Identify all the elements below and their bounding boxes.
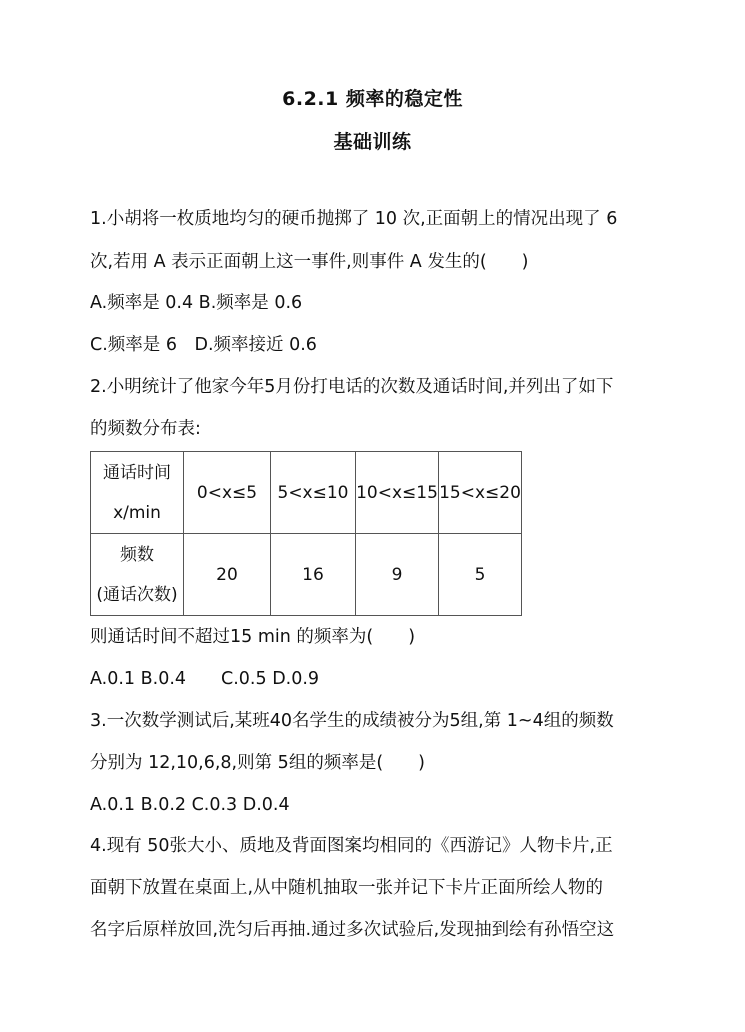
table-cell: 15<x≤20 bbox=[439, 452, 522, 534]
q4-line-2: 面朝下放置在桌面上,从中随机抽取一张并记下卡片正面所绘人物的 bbox=[90, 878, 604, 898]
table-row bbox=[91, 452, 522, 534]
q3-line-1: 3.一次数学测试后,某班40名学生的成绩被分为5组,第 1~4组的频数 bbox=[90, 711, 614, 731]
q1-line-2: 次,若用 A 表示正面朝上这一事件,则事件 A 发生的( ) bbox=[90, 252, 529, 272]
table-row-label-cell bbox=[91, 534, 184, 616]
table-cell: 9 bbox=[356, 534, 439, 616]
table-cell: 5 bbox=[439, 534, 522, 616]
q2-question: 则通话时间不超过15 min 的频率为( ) bbox=[90, 627, 416, 647]
q2-line-1: 2.小明统计了他家今年5月份打电话的次数及通话时间,并列出了如下 bbox=[90, 377, 614, 397]
q1-options-cd: C.频率是 6 D.频率接近 0.6 bbox=[90, 335, 317, 355]
q4-line-3: 名字后原样放回,洗匀后再抽.通过多次试验后,发现抽到绘有孙悟空这 bbox=[90, 920, 615, 940]
table-cell: 0<x≤5 bbox=[184, 452, 271, 534]
table-row-label-1: 频数 bbox=[120, 544, 154, 565]
page-subtitle: 基础训练 bbox=[333, 131, 412, 153]
q4-line-1: 4.现有 50张大小、质地及背面图案均相同的《西游记》人物卡片,正 bbox=[90, 836, 613, 856]
q2-line-2: 的频数分布表: bbox=[90, 419, 201, 439]
table-cell: 16 bbox=[271, 534, 356, 616]
q1-options-ab: A.频率是 0.4 B.频率是 0.6 bbox=[90, 293, 303, 313]
table-header-label-2: x/min bbox=[113, 502, 161, 523]
page-title: 6.2.1 频率的稳定性 bbox=[282, 88, 463, 110]
table-row-label-2: (通话次数) bbox=[96, 584, 178, 605]
table-cell: 20 bbox=[184, 534, 271, 616]
table-row bbox=[91, 534, 522, 616]
table-header-cell bbox=[91, 452, 184, 534]
frequency-table bbox=[90, 451, 522, 616]
table-cell: 10<x≤15 bbox=[356, 452, 439, 534]
table-cell: 5<x≤10 bbox=[271, 452, 356, 534]
q3-line-2: 分别为 12,10,6,8,则第 5组的频率是( ) bbox=[90, 753, 425, 773]
q3-options: A.0.1 B.0.2 C.0.3 D.0.4 bbox=[90, 795, 290, 815]
table-header-label-1: 通话时间 bbox=[103, 462, 171, 483]
q2-options: A.0.1 B.0.4 C.0.5 D.0.9 bbox=[90, 669, 320, 689]
q1-line-1: 1.小胡将一枚质地均匀的硬币抛掷了 10 次,正面朝上的情况出现了 6 bbox=[90, 209, 618, 229]
